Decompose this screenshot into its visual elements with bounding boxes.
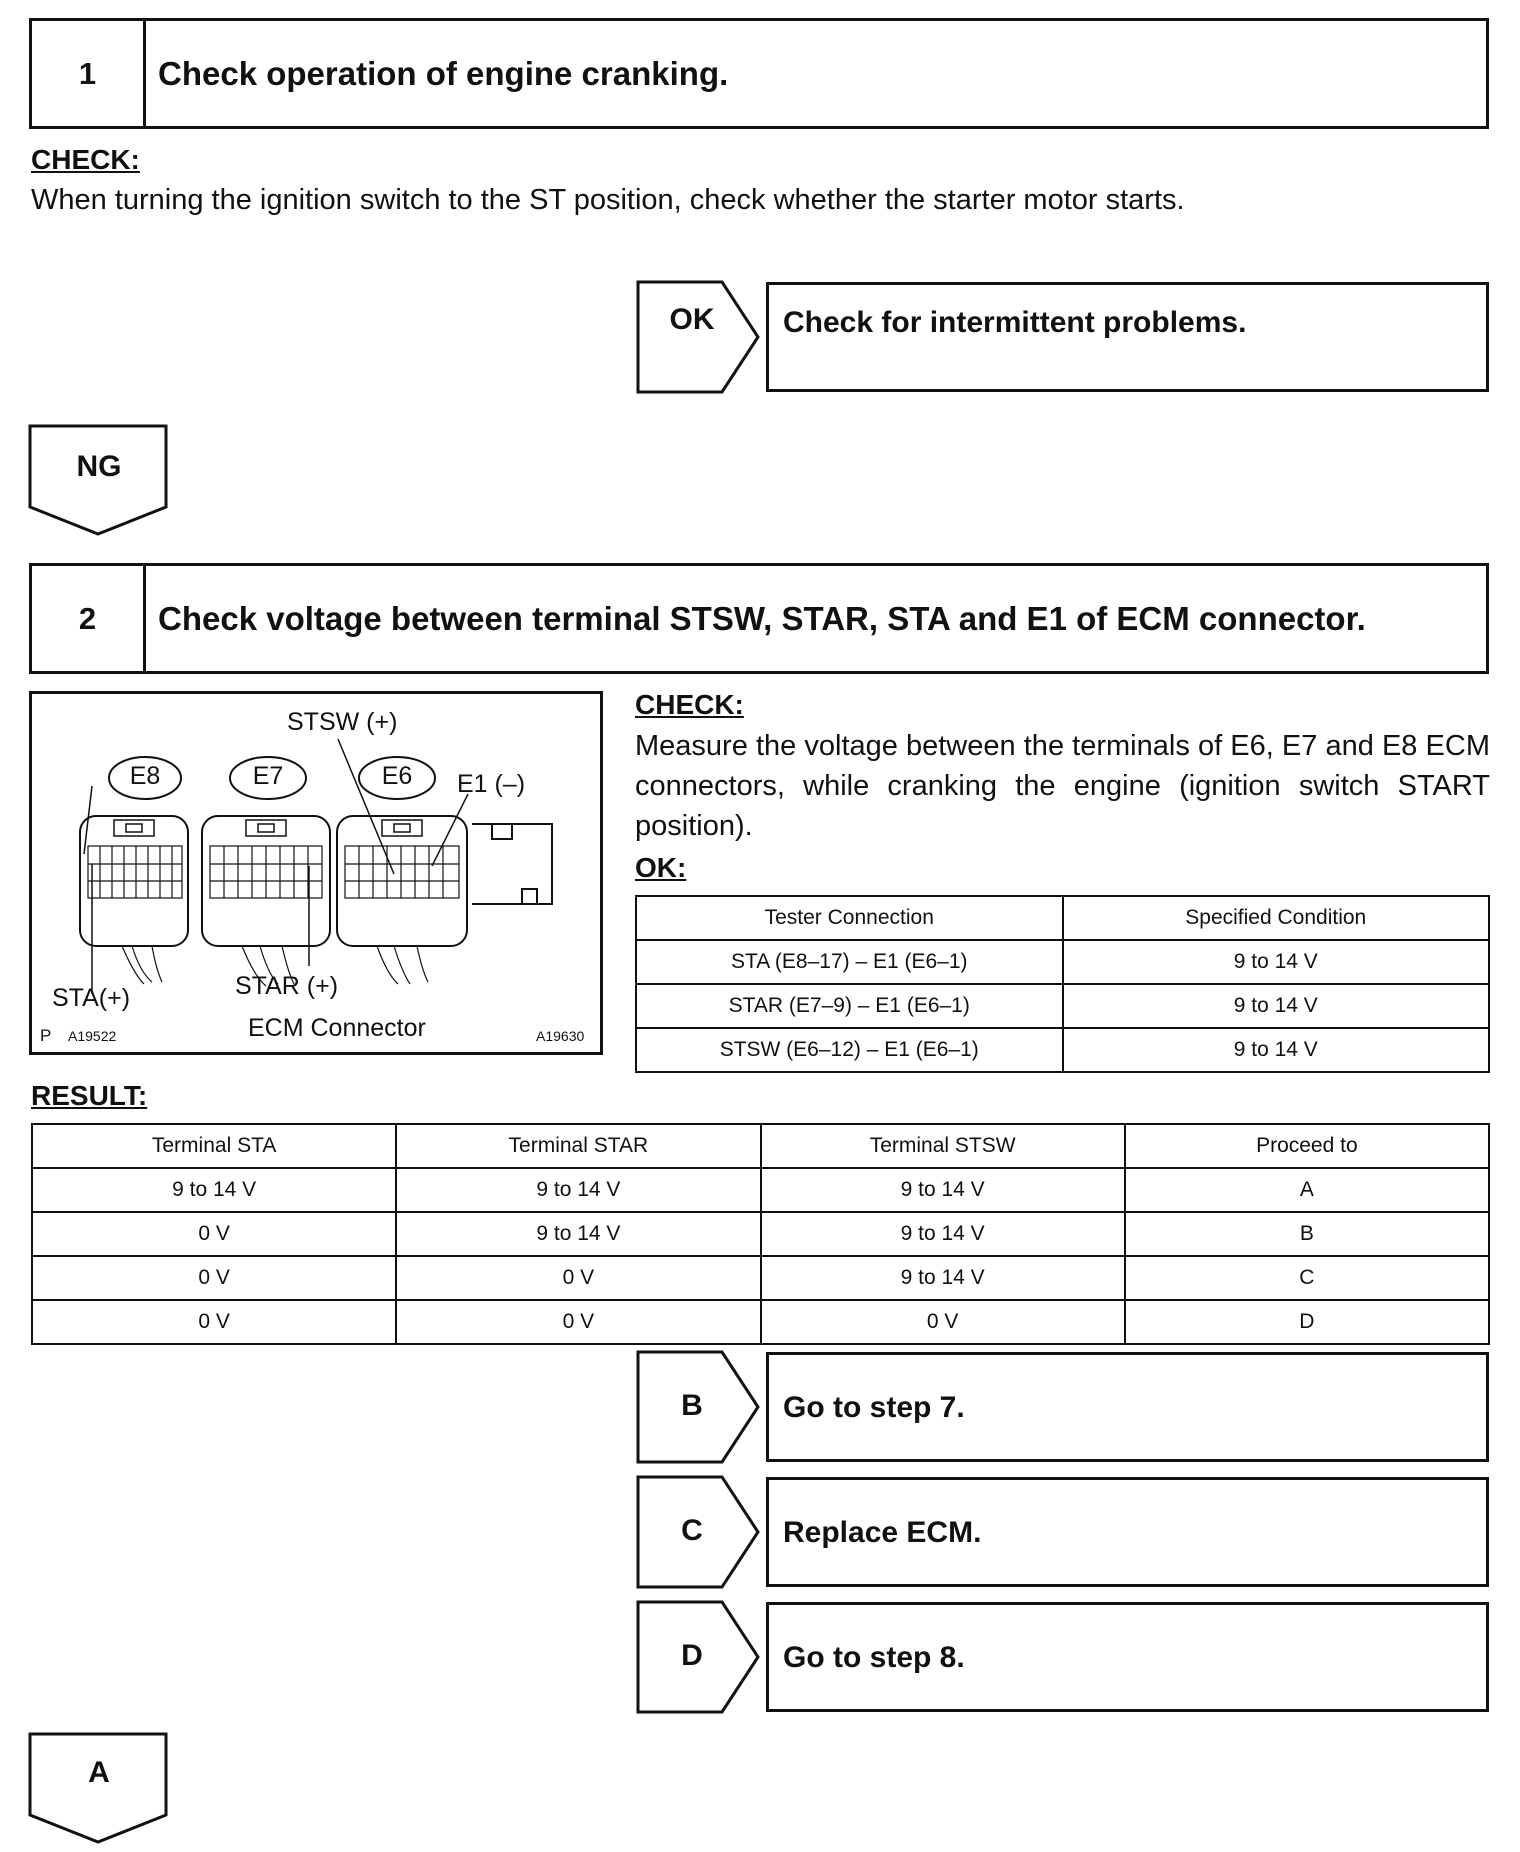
result-heading: RESULT: (31, 1080, 148, 1111)
step-2-number: 2 (32, 566, 146, 671)
table-cell: STSW (E6–12) – E1 (E6–1) (636, 1028, 1063, 1072)
table-cell: STAR (E7–9) – E1 (E6–1) (636, 984, 1063, 1028)
ok-arrow-box (636, 280, 762, 394)
step-2-ok-heading: OK: (635, 852, 687, 883)
result-table-header-row (32, 1124, 1489, 1168)
step-1-header (29, 18, 1489, 129)
table-row (636, 940, 1489, 984)
figure-label-star: STAR (+) (235, 972, 339, 1000)
table-cell: 9 to 14 V (396, 1212, 760, 1256)
spec-table-header-row (636, 896, 1489, 940)
table-cell: A (1125, 1168, 1489, 1212)
table-cell: 9 to 14 V (1063, 940, 1490, 984)
branch-b-result-box (766, 1352, 1489, 1462)
figure-label-stsw: STSW (+) (287, 708, 398, 736)
table-cell: 0 V (396, 1300, 760, 1344)
result-table-header: Proceed to (1125, 1124, 1489, 1168)
table-row (32, 1256, 1489, 1300)
table-cell: STA (E8–17) – E1 (E6–1) (636, 940, 1063, 984)
table-cell: D (1125, 1300, 1489, 1344)
table-cell: 9 to 14 V (761, 1212, 1125, 1256)
table-cell: 0 V (32, 1256, 396, 1300)
branch-d-result-box (766, 1602, 1489, 1712)
figure-ref-left: A19522 (68, 1028, 117, 1044)
result-table-header: Terminal STSW (761, 1124, 1125, 1168)
figure-label-e6: E6 (381, 762, 413, 790)
figure-caption: ECM Connector (248, 1014, 426, 1042)
spec-table (635, 895, 1490, 1073)
step-2-title: Check voltage between terminal STSW, STAR, STA and E1 of ECM connector. (158, 599, 1366, 637)
step-2-check-heading: CHECK: (635, 689, 744, 720)
step-1-check-heading: CHECK: (31, 144, 140, 175)
branch-b-label: B (681, 1389, 703, 1422)
table-row (32, 1212, 1489, 1256)
result-table-header: Terminal STA (32, 1124, 396, 1168)
figure-label-sta: STA(+) (52, 984, 131, 1012)
branch-d-label: D (681, 1639, 703, 1672)
table-cell: 9 to 14 V (1063, 1028, 1490, 1072)
table-row (32, 1168, 1489, 1212)
ok-label: OK (669, 303, 715, 336)
table-cell: 9 to 14 V (1063, 984, 1490, 1028)
step-1-number: 1 (32, 21, 146, 126)
table-cell: 9 to 14 V (396, 1168, 760, 1212)
ecm-connector-figure (29, 691, 603, 1055)
table-cell: 9 to 14 V (32, 1168, 396, 1212)
figure-label-e7: E7 (252, 762, 284, 790)
step-1-title: Check operation of engine cranking. (158, 54, 729, 92)
result-table-header: Terminal STAR (396, 1124, 760, 1168)
table-cell: 9 to 14 V (761, 1168, 1125, 1212)
figure-label-e8: E8 (129, 762, 161, 790)
figure-label-e1: E1 (–) (457, 770, 526, 798)
table-cell: C (1125, 1256, 1489, 1300)
table-row (636, 1028, 1489, 1072)
branch-c-label: C (681, 1514, 703, 1547)
step-2-check-text: Measure the voltage between the terminals of E6, E7 and E8 ECM connectors, while cranking the engine (ignition switch START position). (635, 730, 1490, 842)
branch-b-result-text: Go to step 7. (783, 1391, 965, 1424)
table-cell: B (1125, 1212, 1489, 1256)
table-cell: 0 V (761, 1300, 1125, 1344)
table-row (636, 984, 1489, 1028)
spec-table-header: Tester Connection (636, 896, 1063, 940)
branch-d-result-text: Go to step 8. (783, 1641, 965, 1674)
ng-label: NG (76, 450, 122, 483)
figure-ref-right: A19630 (536, 1028, 585, 1044)
table-row (32, 1300, 1489, 1344)
result-table (31, 1123, 1490, 1345)
step-1-check-text: When turning the ignition switch to the ST position, check whether the starter motor starts. (31, 184, 1185, 216)
step-2-header (29, 563, 1489, 674)
branch-c-result-box (766, 1477, 1489, 1587)
ok-result-box (766, 282, 1489, 392)
table-cell: 0 V (396, 1256, 760, 1300)
ok-result-text: Check for intermittent problems. (783, 306, 1247, 339)
table-cell: 9 to 14 V (761, 1256, 1125, 1300)
spec-table-header: Specified Condition (1063, 896, 1490, 940)
table-cell: 0 V (32, 1300, 396, 1344)
next-a-label: A (88, 1756, 110, 1789)
branch-c-result-text: Replace ECM. (783, 1516, 982, 1549)
table-cell: 0 V (32, 1212, 396, 1256)
figure-ref-left-prefix: P (40, 1026, 52, 1045)
